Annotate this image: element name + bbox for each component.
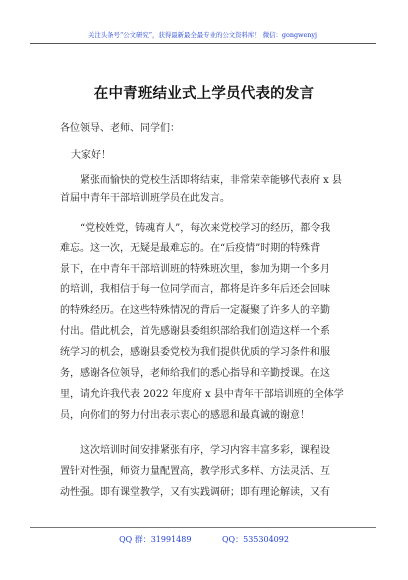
paragraph-2-line-7: 统学习的机会，感谢县委党校为我们提供优质的学习条件和服 — [60, 347, 330, 358]
paragraph-3-line-2: 置针对性强，师资力量配置高，教学形式多样、方法灵活、互 — [60, 466, 330, 477]
paragraph-2-line-6: 付出。借此机会，首先感谢县委组织部给我们创造这样一个系 — [60, 326, 330, 337]
line-salutation: 各位领导、老师、同学们： — [60, 123, 180, 134]
paragraph-2-line-9: 里，请允许我代表 2022 年度府 x 县中青年干部培训班的全体学 — [60, 389, 344, 400]
footer-qq: QQ：535304092 — [222, 535, 289, 544]
document-title: 在中青班结业式上学员代表的发言 — [93, 85, 315, 102]
paragraph-3-line-1: 这次培训时间安排紧张有序，学习内容丰富多彩，课程设 — [80, 445, 330, 456]
paragraph-2-line-8: 务，感谢各位领导，老师给我们的悉心指导和辛勤授课。在这 — [60, 368, 330, 379]
paragraph-2-line-1: “党校姓党，铸魂育人”，每次来党校学习的经历，都令我 — [80, 223, 331, 234]
paragraph-1-line-2: 首届中青年干部培训班学员在此发言。 — [60, 193, 230, 204]
paragraph-3-line-3: 动性强。即有课堂教学，又有实践调研；即有理论解读，又有 — [60, 487, 330, 498]
footer-qq-group: QQ 群：31991489 — [119, 535, 192, 544]
footer-divider — [30, 527, 376, 528]
line-greeting: 大家好！ — [71, 150, 111, 161]
paragraph-2-line-5: 的特殊经历。在这些特殊情况的背后一定凝聚了许多人的辛勤 — [60, 305, 330, 316]
paragraph-2-line-4: 的培训，我相信于每一位同学而言，都将是许多年后还会回味 — [60, 284, 330, 295]
header-banner: 关注头条号“公文研究”，获得最新最全最专业的公文资料库！ 微信：gongwenyj — [88, 31, 317, 39]
paragraph-2-line-10: 员，向你们的努力付出表示衷心的感恩和最真诚的谢意！ — [60, 410, 310, 421]
paragraph-2-line-2: 难忘。这一次，无疑是最难忘的。在“后疫情”时期的特殊背 — [60, 243, 321, 254]
header-divider — [30, 43, 376, 44]
paragraph-2-line-3: 景下，在中青年干部培训班的特殊班次里，参加为期一个多月 — [60, 264, 330, 275]
footer-contacts — [0, 534, 408, 545]
paragraph-1-line-1: 紧张而愉快的党校生活即将结束，非常荣幸能够代表府 x 县 — [80, 175, 342, 186]
